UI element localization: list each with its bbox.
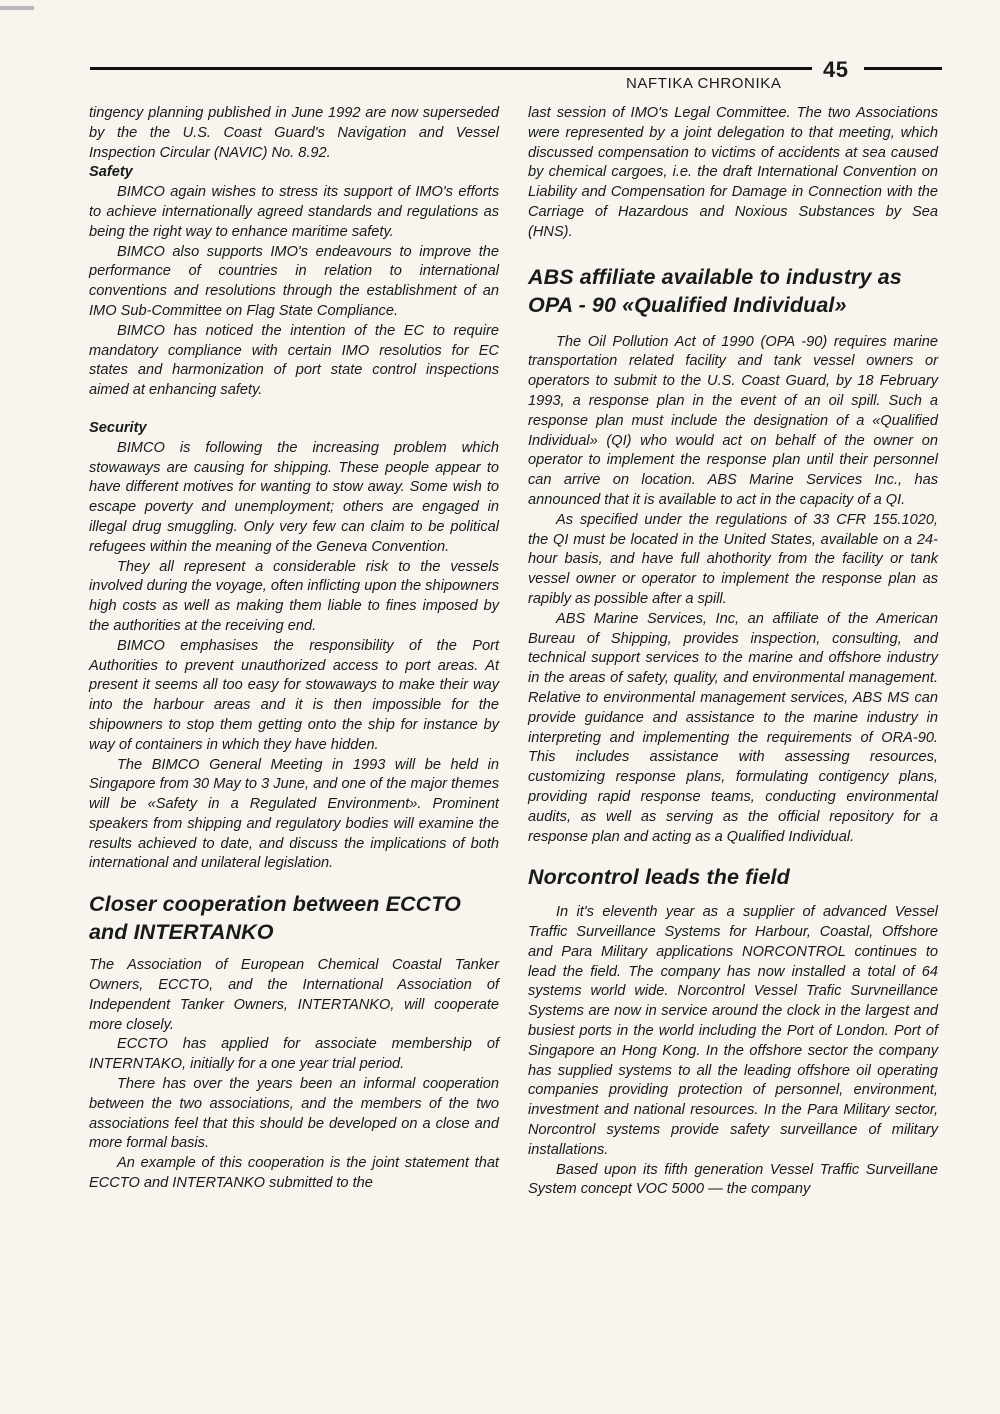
magazine-name: NAFTIKA CHRONIKA — [626, 75, 782, 92]
article-heading-eccto: Closer cooperation between ECCTO and INTERTANKO — [89, 892, 461, 945]
left-column — [89, 104, 499, 1194]
safety-paragraph: BIMCO again wishes to stress its support of IMO's efforts to achieve internationally agreed standards and regulations as being the right way to enhance maritime safety. — [89, 184, 499, 240]
header-rule-right — [864, 67, 942, 70]
header-rule-left — [90, 67, 812, 70]
article-paragraph: There has over the years been an informal cooperation between the two associations, and the members of the two associations feel that this should be developed on a close and more formal basis. — [89, 1076, 499, 1152]
article-heading-norcontrol: Norcontrol leads the field — [528, 865, 790, 890]
article-paragraph: Based upon its fifth generation Vessel Traffic Surveillane System concept VOC 5000 — the company — [528, 1161, 938, 1198]
article-paragraph: The Association of European Chemical Coastal Tanker Owners, ECCTO, and the International Association of Independent Tanker Owners, INTERTANKO, will cooperate more closely. — [89, 957, 499, 1033]
page-number: 45 — [823, 57, 849, 82]
safety-subheading: Safety — [89, 164, 133, 181]
security-subheading: Security — [89, 419, 147, 436]
article-paragraph: The Oil Pollution Act of 1990 (OPA -90) requires marine transportation related facility and tank vessel owners or operators to submit to the U.S. Coast Guard, by 18 February 1993, a response plan in the event of an oil spill. Such a response plan must include the designation of a «Qualified Individual» (QI) who would act on behalf of the owner on operator to implement the response plan until their personnel can arrive on location. ABS Marine Services Inc., has announced that it is available to act in the capacity of a QI. — [528, 333, 938, 508]
safety-paragraph: BIMCO has noticed the intention of the EC to require mandatory compliance with certain IMO resolutios for EC states and harmonization of port state control inspections aimed at enhancing safety. — [89, 322, 499, 399]
right-column — [528, 104, 938, 1200]
security-paragraph: BIMCO is following the increasing problem which stowaways are causing for shipping. These people appear to have different motives for wanting to stow away. Some wish to escape poverty and unemployment; others are engaged in illegal drug smuggling. Only very few can claim to be political refugees within the meaning of the Geneva Convention. — [89, 439, 499, 555]
article-paragraph: An example of this cooperation is the joint statement that ECCTO and INTERTANKO submitted to the — [89, 1155, 499, 1192]
security-paragraph: They all represent a considerable risk to the vessels involved during the voyage, often inflicting upon the shipowners high costs as well as making them liable to fines imposed by the authorities at the receiving end. — [89, 558, 499, 634]
scan-corner-mark — [0, 6, 34, 10]
article-paragraph: As specified under the regulations of 33 CFR 155.1020, the QI must be located in the United States, available on a 24-hour basis, and have full ahothority from the facility or tank vessel owner or operator to implement the response plan as rapibly as possible after a spill. — [528, 511, 938, 607]
safety-paragraph: BIMCO also supports IMO's endeavours to improve the performance of countries in relation to international conventions and resolutions through the establishment of an IMO Sub-Committee on Flag State Compliance. — [89, 243, 499, 319]
security-paragraph: The BIMCO General Meeting in 1993 will be held in Singapore from 30 May to 3 June, and one of the major themes will be «Safety in a Regulated Environment». Prominent speakers from shipping and regulatory bodies will examine the results achieved to date, and discuss the implications of both international and unilateral legislation. — [89, 756, 499, 872]
security-paragraph: BIMCO emphasises the responsibility of the Port Authorities to prevent unauthorized access to port areas. At present it seems all too easy for stowaways to make their way into the harbour areas and it is then impossible for the shipowners to stop them getting onto the ship for instance by way of containers in which they have hidden. — [89, 637, 499, 753]
continuation-paragraph: last session of IMO's Legal Committee. The two Associations were represented by a joint delegation to that meeting, which discussed compensation to victims of accidents at sea caused by chemical cargoes, i.e. the draft International Convention on Liability and Compensation for Damage in Connection with the Carriage of Hazardous and Noxious Substances by Sea (HNS). — [528, 105, 938, 240]
article-paragraph: ECCTO has applied for associate membership of INTERNTAKO, initially for a one year trial period. — [89, 1036, 499, 1073]
intro-paragraph: tingency planning published in June 1992 are now superseded by the the U.S. Coast Guard's Navigation and Vessel Inspection Circular (NAVIC) No. 8.92. — [89, 105, 499, 161]
article-heading-abs: ABS affiliate available to industry as OPA - 90 «Qualified Individual» — [528, 264, 902, 317]
article-paragraph: ABS Marine Services, Inc, an affiliate of the American Bureau of Shipping, provides inspection, consulting, and technical support services to the marine and offshore industry in the areas of safety, quality, and environmental management. Relative to environmental management services, ABS MS can provide guidance and assistance to the marine industry in interpreting and implementing the requirements of ORA-90. This includes assistance with assessing resources, customizing response plans, formulating contigency plans, providing rapid response teams, conducting environmental audits, as well as serving as the official repository for a response plan and acting as a Qualified Individual. — [528, 610, 938, 845]
article-paragraph: In it's eleventh year as a supplier of advanced Vessel Traffic Surveillance Systems for Harbour, Coastal, Offshore and Para Military applications NORCONTROL continues to lead the field. The company has now installed a total of 64 systems world wide. Norcontrol Vessel Trafic Survneillance Systems are now in service around the clock in the largest and busiest ports in the world including the Port of London. Port of Singapore an Hong Kong. In the offshore sector the company has supplied systems to all the leading offshore oil operating companies providing protection of personnel, environment, investment and national resources. In the Para Military sector, Norcontrol systems provide safety surveillance of military installations. — [528, 904, 938, 1158]
